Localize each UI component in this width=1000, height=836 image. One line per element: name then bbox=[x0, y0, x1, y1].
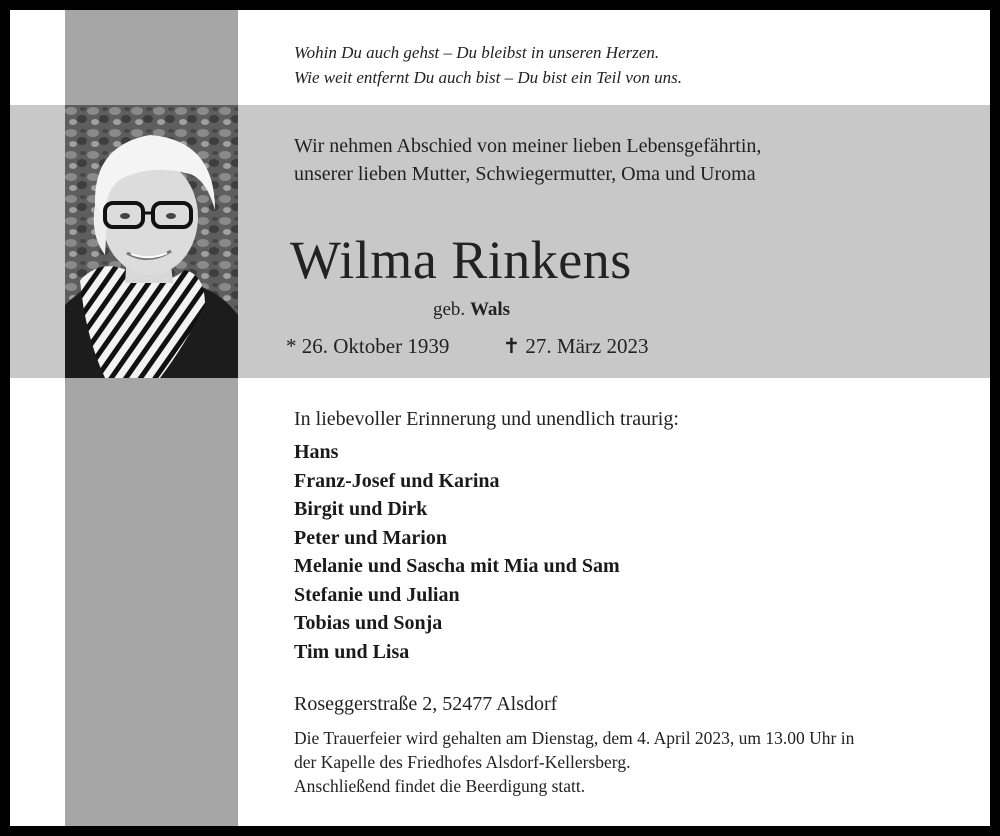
death-date: ✝ 27. März 2023 bbox=[502, 334, 649, 358]
family-member: Melanie und Sascha mit Mia und Sam bbox=[294, 555, 620, 577]
service-line-1: Die Trauerfeier wird gehalten am Dienstag, dem 4. April 2023, um 13.00 Uhr in bbox=[294, 728, 855, 748]
family-member: Hans bbox=[294, 441, 339, 463]
family-member: Franz-Josef und Karina bbox=[294, 469, 500, 492]
family-list bbox=[294, 438, 620, 666]
farewell-intro bbox=[294, 132, 761, 188]
intro-line-2: unserer lieben Mutter, Schwiegermutter, Oma und Uroma bbox=[294, 163, 756, 185]
motto-line-2: Wie weit entfernt Du auch bist – Du bist ein Teil von uns. bbox=[294, 68, 682, 87]
motto bbox=[294, 40, 682, 90]
family-member: Tobias und Sonja bbox=[294, 612, 443, 634]
address: Roseggerstraße 2, 52477 Alsdorf bbox=[294, 693, 558, 715]
intro-line-1: Wir nehmen Abschied von meiner lieben Lebensgefährtin, bbox=[294, 135, 762, 157]
motto-line-1: Wohin Du auch gehst – Du bleibst in unseren Herzen. bbox=[294, 43, 660, 62]
funeral-service-info bbox=[294, 726, 854, 798]
maiden-name bbox=[433, 297, 510, 323]
deceased-name: Wilma Rinkens bbox=[290, 230, 632, 290]
maiden-surname: Wals bbox=[469, 299, 511, 320]
service-line-2: der Kapelle des Friedhofes Alsdorf-Kellersberg. bbox=[294, 752, 631, 772]
birth-date: * 26. Oktober 1939 bbox=[286, 334, 450, 358]
family-member: Tim und Lisa bbox=[294, 640, 410, 663]
family-member: Birgit und Dirk bbox=[294, 498, 428, 520]
family-member: Peter und Marion bbox=[294, 526, 447, 549]
remembrance-line: In liebevoller Erinnerung und unendlich traurig: bbox=[294, 408, 679, 430]
family-member: Stefanie und Julian bbox=[294, 583, 460, 606]
portrait-illustration bbox=[65, 105, 238, 378]
maiden-prefix: geb. bbox=[433, 299, 466, 320]
life-dates bbox=[286, 332, 648, 360]
service-line-3: Anschließend findet die Beerdigung statt. bbox=[294, 776, 586, 796]
portrait-photo bbox=[65, 105, 238, 378]
